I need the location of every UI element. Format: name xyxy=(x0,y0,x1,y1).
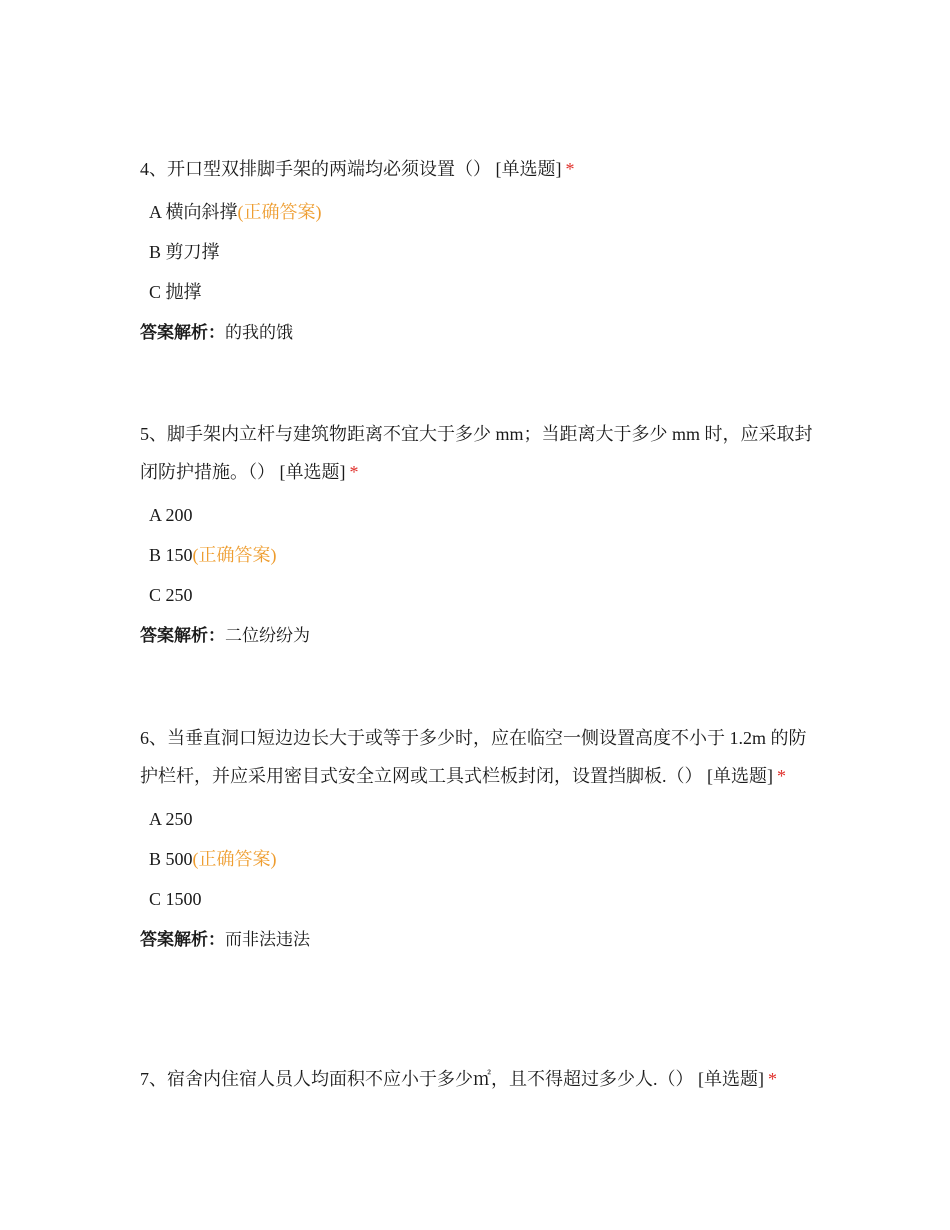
answer-analysis xyxy=(140,312,820,352)
correct-answer-tag: (正确答案) xyxy=(192,849,277,869)
required-mark: * xyxy=(768,1069,777,1089)
question-type: [单选题] xyxy=(279,462,346,482)
option-a xyxy=(140,799,820,839)
question-stem: 7、宿舍内住宿人员人均面积不应小于多少㎡，且不得超过多少人.（） xyxy=(140,1069,694,1089)
question-stem: 5、脚手架内立杆与建筑物距离不宜大于多少 mm；当距离大于多少 mm 时，应采取封闭防护措施。（） xyxy=(140,424,813,482)
question-type: [单选题] xyxy=(707,766,773,786)
option-label: C 250 xyxy=(149,585,193,605)
option-c xyxy=(140,272,820,312)
question-text xyxy=(140,1060,820,1098)
required-mark: * xyxy=(349,462,359,482)
option-label: A 200 xyxy=(149,505,193,525)
required-mark: * xyxy=(565,159,575,179)
analysis-text: 而非法违法 xyxy=(225,930,310,950)
question-stem: 6、当垂直洞口短边边长大于或等于多少时，应在临空一侧设置高度不小于 1.2m 的防护栏杆，并应采用密目式安全立网或工具式栏板封闭，设置挡脚板.（） xyxy=(140,728,807,786)
option-c xyxy=(140,879,820,919)
option-b xyxy=(140,535,820,575)
analysis-text: 二位纷纷为 xyxy=(225,626,310,646)
analysis-label: 答案解析： xyxy=(140,930,225,950)
option-label: A 横向斜撑 xyxy=(149,202,238,222)
analysis-label: 答案解析： xyxy=(140,323,225,343)
question-text xyxy=(140,150,820,188)
analysis-label: 答案解析： xyxy=(140,626,225,646)
answer-analysis xyxy=(140,615,820,655)
correct-answer-tag: (正确答案) xyxy=(237,202,322,222)
option-list xyxy=(140,192,820,312)
option-label: B 剪刀撑 xyxy=(149,242,220,262)
option-label: C 1500 xyxy=(149,889,202,909)
option-b xyxy=(140,232,820,272)
option-list xyxy=(140,799,820,919)
question-type: [单选题] xyxy=(698,1069,764,1089)
option-b xyxy=(140,839,820,879)
option-list xyxy=(140,495,820,615)
option-label: A 250 xyxy=(149,809,193,829)
question-stem: 4、开口型双排脚手架的两端均必须设置（） xyxy=(140,159,491,179)
option-c xyxy=(140,575,820,615)
question-4 xyxy=(140,150,820,352)
option-a xyxy=(140,192,820,232)
correct-answer-tag: (正确答案) xyxy=(192,545,277,565)
option-label: B 150 xyxy=(149,545,193,565)
question-text xyxy=(140,719,820,795)
question-text xyxy=(140,415,820,491)
question-type: [单选题] xyxy=(495,159,562,179)
question-7 xyxy=(140,1060,820,1098)
option-a xyxy=(140,495,820,535)
required-mark: * xyxy=(777,766,786,786)
option-label: C 抛撑 xyxy=(149,282,202,302)
question-6 xyxy=(140,719,820,959)
analysis-text: 的我的饿 xyxy=(225,323,293,343)
option-label: B 500 xyxy=(149,849,193,869)
question-5 xyxy=(140,415,820,655)
answer-analysis xyxy=(140,919,820,959)
